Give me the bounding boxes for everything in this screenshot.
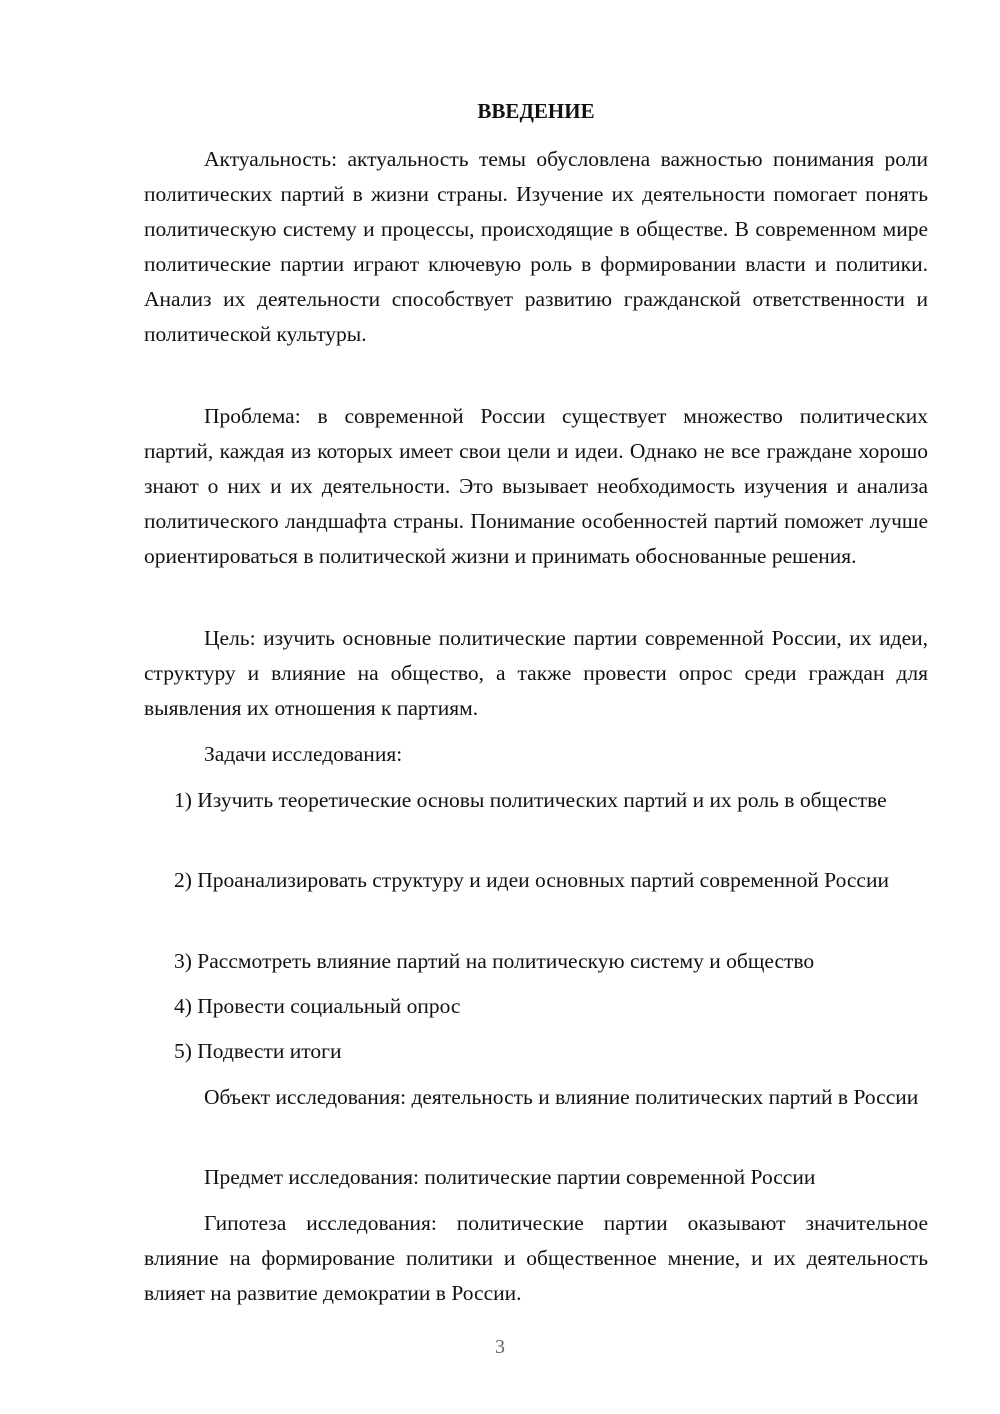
- section-heading: ВВЕДЕНИЕ: [477, 99, 595, 123]
- task-item-4: 4) Провести социальный опрос: [174, 994, 461, 1018]
- subject-paragraph: Предмет исследования: политические партии современной России: [204, 1165, 816, 1189]
- object-paragraph: Объект исследования: деятельность и влияние политических партий в России: [204, 1085, 919, 1109]
- relevance-paragraph: Актуальность: актуальность темы обусловлена важностью понимания роли политических партий в жизни страны. Изучение их деятельности помогает понять политическую систему и процессы, происходящие в обществе. В современном мире политические партии играют ключевую роль в формировании власти и политики. Анализ их деятельности способствует развитию гражданской ответственности и политической культуры.: [144, 147, 928, 346]
- task-item-3: 3) Рассмотреть влияние партий на политическую систему и общество: [174, 949, 815, 973]
- task-item-5: 5) Подвести итоги: [174, 1039, 342, 1063]
- task-item-2: 2) Проанализировать структуру и идеи основных партий современной России: [174, 868, 889, 892]
- page-number: 3: [495, 1336, 505, 1358]
- goal-paragraph: Цель: изучить основные политические партии современной России, их идеи, структуру и влияние на общество, а также провести опрос среди граждан для выявления их отношения к партиям.: [144, 626, 928, 720]
- task-item-1: 1) Изучить теоретические основы политических партий и их роль в обществе: [174, 788, 887, 812]
- problem-paragraph: Проблема: в современной России существует множество политических партий, каждая из которых имеет свои цели и идеи. Однако не все граждане хорошо знают о них и их деятельности. Это вызывает необходимость изучения и анализа политического ландшафта страны. Понимание особенностей партий поможет лучше ориентироваться в политической жизни и принимать обоснованные решения.: [144, 404, 928, 568]
- hypothesis-paragraph: Гипотеза исследования: политические партии оказывают значительное влияние на формирование политики и общественное мнение, и их деятельность влияет на развитие демократии в России.: [144, 1211, 928, 1305]
- tasks-title: Задачи исследования:: [204, 742, 403, 766]
